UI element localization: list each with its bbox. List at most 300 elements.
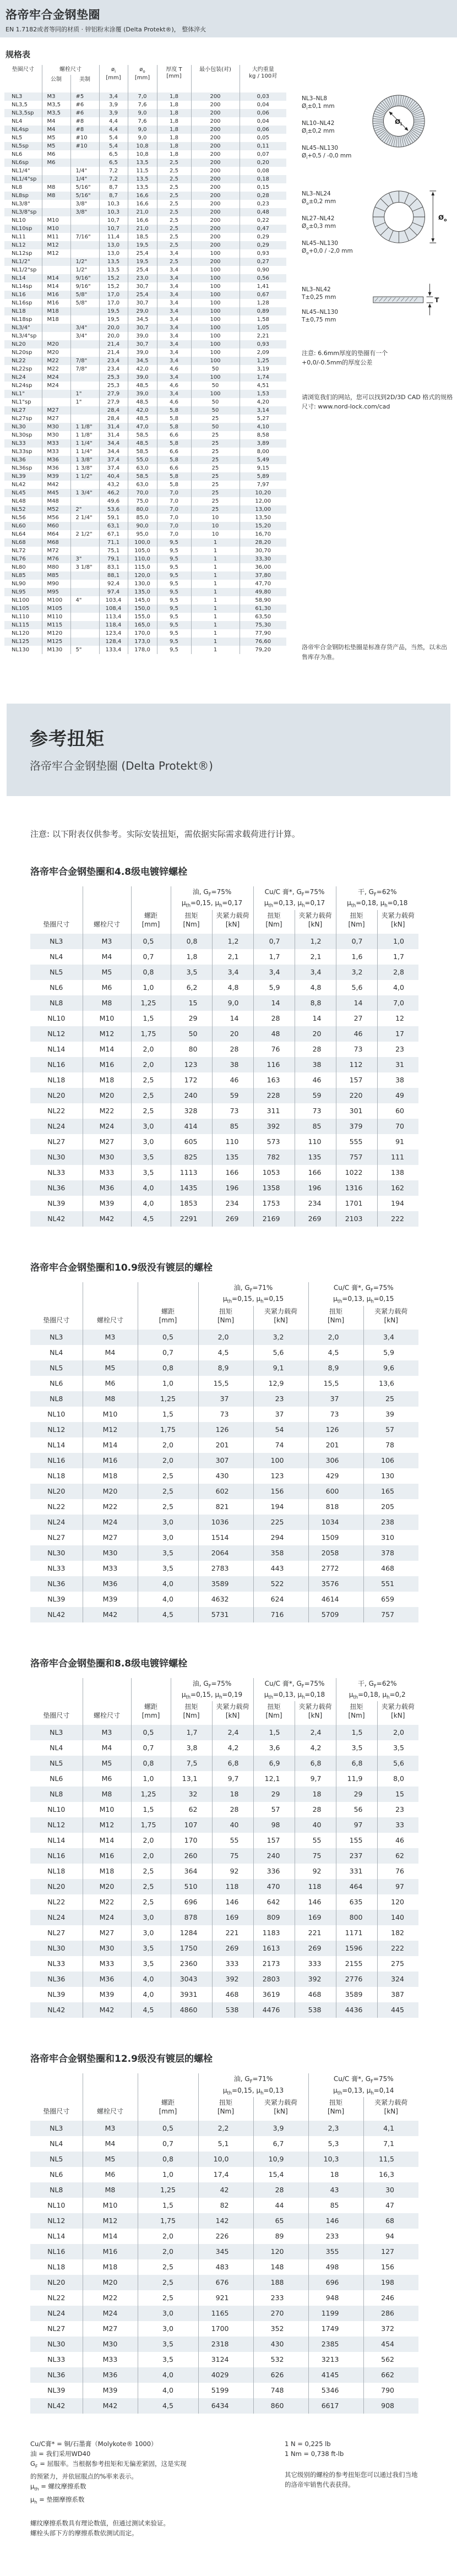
torque-section-4 (0, 2051, 457, 2414)
footnote-line: 螺栓头部下方的摩擦系数依测试而定。 (30, 2529, 138, 2537)
torque-cell: 2169 (253, 1211, 295, 1227)
torque-cell: 8,9 (198, 1360, 253, 1376)
washer-cam-diagram (369, 187, 451, 247)
torque-cell: 1853 (171, 1196, 212, 1211)
spec-cell: 9,5 (157, 604, 191, 613)
spec-cell: 5/16" (70, 192, 99, 200)
spec-cell: 3" (70, 555, 99, 563)
torque-cell: 3619 (253, 1987, 295, 2002)
torque-cell: 352 (253, 2321, 308, 2337)
torque-row (30, 1802, 418, 1817)
torque-row (30, 1345, 418, 1360)
spec-cell: 7,6 (128, 117, 157, 126)
torque-cell: 4,0 (138, 2383, 198, 2398)
col-torque: 扭矩 [Nm] (171, 1701, 212, 1725)
torque-cell: 1165 (198, 2306, 253, 2321)
spec-cell: 3,4 (157, 291, 191, 299)
spec-cell: NL95 (12, 589, 26, 595)
tolerance-pair: NL27–NL42 $Ø_o\pm 0,3$ mm (302, 215, 336, 231)
torque-cell: 696 (171, 1894, 212, 1910)
spec-cell: 0,67 (240, 291, 286, 299)
torque-row (30, 1042, 418, 1057)
spec-row (4, 580, 286, 588)
torque-cell: 17,4 (198, 2167, 253, 2182)
torque-row (30, 1196, 418, 1211)
spec-cell: M56 (42, 514, 70, 522)
torque-row (30, 1941, 418, 1956)
torque-cell: 15 (377, 1787, 418, 1802)
torque-cell: 73 (295, 1103, 336, 1119)
torque-cell: 3,5 (138, 2352, 198, 2367)
torque-cell: 44 (253, 2198, 308, 2213)
torque-cell: 55 (295, 1833, 336, 1848)
torque-cell: 135 (295, 1150, 336, 1165)
torque-cell: 11,5 (363, 2152, 418, 2167)
torque-row (30, 1771, 418, 1787)
torque-cell: 29 (253, 1787, 295, 1802)
torque-cell: 194 (377, 1196, 418, 1211)
spec-cell: M3 (42, 92, 70, 101)
spec-cell: NL18sp (12, 317, 32, 323)
spec-cell (42, 390, 70, 398)
torque-cell: NL14 (47, 1836, 66, 1845)
spec-cell: 200 (191, 117, 240, 126)
spec-cell: 39,0 (128, 373, 157, 382)
spec-cell (70, 629, 99, 638)
torque-cell: 522 (253, 1576, 308, 1592)
spec-cell: #10 (70, 142, 99, 150)
spec-cell: 1,8 (157, 117, 191, 126)
torque-cell: 38 (377, 1072, 418, 1088)
spec-cell: 0,48 (240, 208, 286, 216)
torque-cell: 75 (295, 1848, 336, 1864)
spec-cell: 3,4 (157, 282, 191, 291)
torque-cell: 3,2 (336, 965, 377, 980)
spec-cell: 21,0 (128, 225, 157, 233)
spec-cell: 0,93 (240, 340, 286, 348)
spec-cell: 4,4 (99, 117, 128, 126)
torque-cell: 2,5 (138, 1484, 198, 1499)
torque-cell: M12 (83, 2213, 138, 2229)
footnote-line: Cu/C膏* = 铜/石墨膏（Molykote® 1000） (30, 2440, 157, 2448)
torque-cell: 3,9 (253, 2121, 308, 2136)
torque-cell: 4,5 (198, 1345, 253, 1360)
inner-diameter-dim-label: $Ø_i$ (395, 117, 402, 127)
torque-cell: NL27 (47, 1533, 66, 1542)
spec-cell: M16 (42, 299, 70, 307)
torque-cell: M16 (83, 1848, 131, 1864)
spec-cell: 8,58 (240, 431, 286, 439)
torque-banner-title: 参考扭矩 (30, 728, 105, 749)
torque-cell: 10,3 (308, 2152, 363, 2167)
spec-cell: 103,4 (99, 596, 128, 604)
torque-table-title: 洛帝牢合金钢垫圈和8.8级电镀锌螺栓 (30, 1658, 188, 1669)
spec-row (4, 357, 286, 365)
torque-cell: NL33 (47, 1168, 66, 1177)
spec-cell: 3,4 (157, 299, 191, 307)
spec-cell: 48,5 (128, 415, 157, 423)
torque-row (30, 2213, 418, 2229)
torque-cell: 9,7 (212, 1771, 253, 1787)
condition-group-header: 油, $G_F=71\%$ $\mu_{th}=0,15$, $\mu_h=0,13$ (198, 2073, 308, 2097)
spec-cell: 135,0 (128, 588, 157, 596)
torque-cell: 2,5 (138, 2275, 198, 2290)
torque-cell: 538 (295, 2002, 336, 2018)
torque-cell: 1284 (171, 1925, 212, 1941)
spec-cell: 5,89 (240, 472, 286, 481)
torque-row (30, 1740, 418, 1756)
spec-cell: 120,0 (128, 571, 157, 580)
torque-section-2 (0, 1260, 457, 1622)
torque-cell: 1509 (308, 1530, 363, 1545)
torque-cell: 3,4 (363, 1330, 418, 1345)
spec-cell: 30,7 (128, 299, 157, 307)
spec-cell: 30,7 (128, 282, 157, 291)
spec-cell: 6,5 (99, 159, 128, 167)
spec-cell: 130,0 (128, 580, 157, 588)
torque-cell: 4,5 (131, 2002, 171, 2018)
footnote-block (30, 2439, 273, 2507)
torque-cell: M12 (83, 1422, 138, 1437)
torque-cell: 37 (308, 1391, 363, 1407)
torque-cell: 2,0 (131, 1057, 171, 1072)
torque-cell: 3931 (171, 1987, 212, 2002)
spec-cell: M27 (42, 406, 70, 415)
spec-cell: M52 (42, 505, 70, 514)
spec-cell: 3,4 (157, 274, 191, 282)
spec-cell: 83,1 (99, 563, 128, 571)
spec-cell: 50 (191, 398, 240, 406)
torque-row (30, 1894, 418, 1910)
cad-note-text: 请浏览我们的网站，您可以找到2D/3D CAD 格式的规格尺寸: (302, 393, 453, 410)
spacer-cell (30, 1282, 83, 1306)
torque-cell: M20 (83, 1484, 138, 1499)
spec-cell: 10,8 (128, 142, 157, 150)
spec-cell: 5,8 (157, 456, 191, 464)
spec-cell (42, 167, 70, 175)
spec-cell: 170,0 (128, 629, 157, 638)
spec-cell: 128,4 (99, 638, 128, 646)
torque-cell: 6434 (198, 2398, 253, 2414)
outer-diameter-tolerances (302, 187, 369, 264)
torque-cell: 4,5 (138, 2398, 198, 2414)
spec-cell (70, 315, 99, 324)
torque-cell: 237 (336, 1848, 377, 1864)
torque-cell: 70 (377, 1119, 418, 1134)
torque-cell: M27 (83, 1925, 131, 1941)
torque-cell: 345 (198, 2244, 253, 2259)
torque-cell: NL6 (50, 2170, 63, 2179)
torque-cell: 23 (377, 1802, 418, 1817)
torque-cell: M16 (83, 2244, 138, 2259)
spec-cell: 200 (191, 150, 240, 159)
spec-cell: 4,20 (240, 398, 286, 406)
spec-cell: NL3/4" (12, 325, 30, 331)
torque-cell: 1034 (308, 1515, 363, 1530)
spec-cell: 13,5 (128, 183, 157, 192)
spec-cell (70, 307, 99, 315)
spec-row (4, 530, 286, 538)
spec-cell: 2,5 (157, 208, 191, 216)
torque-cell: 3,4 (253, 965, 295, 980)
spec-cell: NL105 (12, 606, 30, 612)
spec-cell: 10,8 (128, 150, 157, 159)
torque-cell: 14 (253, 995, 295, 1011)
spec-row (4, 621, 286, 629)
torque-cell: 4,0 (138, 1592, 198, 1607)
torque-cell: NL39 (47, 1594, 66, 1603)
torque-table-body (30, 2121, 418, 2414)
col-bolt-size: 螺栓尺寸 (83, 1306, 138, 1330)
inner-diameter-tolerances (302, 91, 369, 169)
spec-cell: NL85 (12, 573, 26, 579)
spec-cell: 200 (191, 183, 240, 192)
spec-cell: 28,20 (240, 538, 286, 547)
spec-cell: 200 (191, 208, 240, 216)
spec-row (4, 101, 286, 109)
spec-cell: 1,25 (240, 357, 286, 365)
spec-cell: M20 (42, 340, 70, 348)
torque-row (30, 1576, 418, 1592)
spec-cell: 1/2" (70, 258, 99, 266)
torque-cell: 3,5 (131, 1165, 171, 1180)
torque-row (30, 980, 418, 995)
torque-row (30, 1499, 418, 1515)
cad-note (302, 393, 455, 411)
spec-cell: 200 (191, 134, 240, 142)
torque-cell: 9,6 (363, 1360, 418, 1376)
torque-cell: M14 (83, 1437, 138, 1453)
col-clamp-load: 夹紧力载荷 [kN] (295, 910, 336, 934)
page-title: 洛帝牢合金钢垫圈 (6, 8, 100, 21)
spec-cell: 100 (191, 299, 240, 307)
spec-row (4, 150, 286, 159)
spec-cell: 49,6 (99, 497, 128, 505)
spec-cell: NL3/8" (12, 201, 30, 207)
spec-cell: M4 (42, 126, 70, 134)
torque-cell: 0,7 (131, 949, 171, 965)
torque-cell: 1,0 (131, 1771, 171, 1787)
torque-cell: 169 (295, 1910, 336, 1925)
condition-group-header: 油, $G_F=75\%$ $\mu_{th}=0,15$, $\mu_h=0,17$ (171, 886, 253, 910)
torque-cell: 757 (336, 1150, 377, 1165)
spacer-cell (83, 2073, 138, 2097)
torque-cell: 40 (295, 1817, 336, 1833)
spec-row (4, 183, 286, 192)
torque-cell: 286 (363, 2306, 418, 2321)
torque-cell: M30 (83, 1150, 131, 1165)
torque-cell: 156 (253, 1484, 308, 1499)
torque-cell: 5709 (308, 1607, 363, 1622)
torque-cell: M24 (83, 1119, 131, 1134)
torque-cell: 18 (308, 2167, 363, 2182)
torque-row (30, 1468, 418, 1484)
spec-cell: 9,5 (157, 629, 191, 638)
torque-row (30, 1592, 418, 1607)
torque-cell: 73 (308, 1407, 363, 1422)
spec-cell: 5,8 (157, 415, 191, 423)
spec-cell: 47,0 (128, 423, 157, 431)
torque-cell: 165 (363, 1484, 418, 1499)
torque-row (30, 1134, 418, 1150)
torque-cell: 47 (363, 2198, 418, 2213)
spec-cell: 5/8" (70, 291, 99, 299)
torque-cell: 162 (377, 1180, 418, 1196)
spec-row (4, 472, 286, 481)
washer-serration-diagram (369, 91, 428, 151)
spec-col-washer: 垫圈尺寸 (12, 67, 34, 73)
torque-cell: 1036 (198, 1515, 253, 1530)
spec-cell: #5 (70, 92, 99, 101)
torque-cell: 2,5 (131, 1894, 171, 1910)
spec-cell: 18,5 (128, 233, 157, 241)
torque-cell: 2173 (253, 1956, 295, 1972)
torque-cell: 269 (212, 1941, 253, 1956)
torque-cell: 4145 (308, 2367, 363, 2383)
torque-cell: 30 (363, 2182, 418, 2198)
spec-cell: 31,4 (99, 431, 128, 439)
spec-cell: 7,2 (99, 175, 128, 183)
torque-cell: 14 (212, 1011, 253, 1026)
torque-cell: 4,2 (295, 1740, 336, 1756)
torque-cell: 4860 (171, 2002, 212, 2018)
torque-row (30, 1972, 418, 1987)
torque-cell: 443 (253, 1561, 308, 1576)
torque-cell: 2,4 (295, 1725, 336, 1740)
torque-cell: 429 (308, 1468, 363, 1484)
spec-cell: 1 1/2" (70, 472, 99, 481)
torque-cell: NL8 (50, 1394, 63, 1403)
torque-cell: 1,2 (295, 934, 336, 949)
torque-cell: 116 (253, 1057, 295, 1072)
spec-cell: NL80 (12, 564, 26, 570)
torque-table-header (30, 2073, 418, 2121)
torque-cell: 624 (253, 1592, 308, 1607)
torque-cell: 3,8 (171, 1740, 212, 1756)
torque-cell: 106 (363, 1453, 418, 1468)
spec-cell: NL1" (12, 391, 25, 397)
spec-cell: NL20 (12, 341, 26, 347)
inner-diameter-tolerance-block (302, 91, 455, 169)
torque-cell: M42 (83, 2002, 131, 2018)
spec-cell: NL39 (12, 473, 26, 480)
torque-cell: 48 (253, 1026, 295, 1042)
torque-row (30, 1011, 418, 1026)
torque-cell: 59 (212, 1088, 253, 1103)
torque-cell: 4,5 (138, 1607, 198, 1622)
torque-row (30, 2198, 418, 2213)
spec-cell: 0,04 (240, 101, 286, 109)
torque-cell: 15 (171, 995, 212, 1011)
spec-cell: 33,30 (240, 555, 286, 563)
torque-cell: NL8 (50, 998, 63, 1007)
torque-cell: M8 (83, 1787, 131, 1802)
spec-row (4, 456, 286, 464)
torque-cell: 123 (171, 1057, 212, 1072)
cad-url[interactable]: www.nord-lock.com/cad (318, 402, 390, 410)
torque-cell: 510 (171, 1879, 212, 1894)
spec-cell: 13,0 (99, 249, 128, 258)
spec-cell: #10 (70, 134, 99, 142)
torque-cell: 4,8 (212, 980, 253, 995)
footnote-line: 其它级别的螺栓的参考扭矩您可以通过我们当地 (285, 2471, 418, 2479)
spec-cell: 1,53 (240, 390, 286, 398)
torque-cell: 57 (253, 1802, 295, 1817)
torque-cell: 1199 (308, 2306, 363, 2321)
torque-cell: 37 (253, 1407, 308, 1422)
thickness-tolerances (302, 282, 369, 331)
torque-table-title: 洛帝牢合金钢垫圈和12.9级没有镀层的螺栓 (30, 2054, 213, 2065)
torque-cell: M8 (83, 1391, 138, 1407)
torque-row (30, 1437, 418, 1453)
spec-cell: NL1/4"sp (12, 176, 37, 182)
torque-cell: 0,8 (131, 1756, 171, 1771)
condition-group-header: Cu/C 膏*, $G_F=75\%$ $\mu_{th}=0,13$, $\mu_h=0,18$ (253, 1678, 336, 1702)
spec-cell: 2,5 (157, 167, 191, 175)
spec-cell: 9,5 (157, 621, 191, 629)
torque-cell: 562 (363, 2352, 418, 2367)
spec-cell: NL16sp (12, 300, 32, 306)
spec-cell (70, 571, 99, 580)
spec-cell: 9,5 (157, 563, 191, 571)
spec-cell: 200 (191, 92, 240, 101)
torque-cell: 1,5 (138, 1407, 198, 1422)
spec-cell: 1 (191, 555, 240, 563)
spec-cell: NL3,5sp (12, 110, 34, 116)
spec-cell: 47,70 (240, 580, 286, 588)
torque-cell: M12 (83, 1026, 131, 1042)
spec-cell: 11,5 (128, 167, 157, 175)
torque-cell: NL3 (50, 936, 63, 945)
torque-cell: NL33 (47, 1564, 66, 1572)
torque-row (30, 2275, 418, 2290)
col-washer-size: 垫圈尺寸 (43, 1316, 70, 1324)
col-pitch: 螺距 [mm] (131, 1701, 171, 1725)
tolerance-pair: NL45–NL130 $Ø_o+0,0 / -2,0$ mm (302, 240, 353, 256)
spec-cell: M11 (42, 233, 70, 241)
spec-cell: 1,05 (240, 324, 286, 332)
spec-cell: NL22sp (12, 366, 32, 372)
torque-row (30, 1453, 418, 1468)
torque-cell: 3,5 (171, 965, 212, 980)
spec-cell: NL110 (12, 614, 30, 620)
condition-group-header: 油, $G_F=75\%$ $\mu_{th}=0,15$, $\mu_h=0,19$ (171, 1678, 253, 1702)
torque-cell: 226 (198, 2229, 253, 2244)
torque-cell: 821 (198, 1499, 253, 1515)
torque-cell: M4 (83, 1740, 131, 1756)
torque-cell: 140 (377, 1910, 418, 1925)
torque-cell: M39 (83, 2383, 138, 2398)
spec-cell: 42,0 (128, 406, 157, 415)
spec-cell: M100 (42, 596, 70, 604)
spec-cell: M120 (42, 629, 70, 638)
spec-cell: M72 (42, 547, 70, 555)
spec-cell: 59,1 (99, 514, 128, 522)
spec-cell: 13,50 (240, 514, 286, 522)
torque-cell: 12,1 (253, 1771, 295, 1787)
torque-cell: 221 (295, 1925, 336, 1941)
spec-cell (70, 216, 99, 225)
spec-cell: 150,0 (128, 604, 157, 613)
torque-row (30, 2136, 418, 2152)
torque-cell: 948 (308, 2290, 363, 2306)
spec-cell: 7/8" (70, 357, 99, 365)
spec-row (4, 324, 286, 332)
spec-cell: 100 (191, 390, 240, 398)
spec-row (4, 382, 286, 390)
torque-row (30, 1987, 418, 2002)
spec-cell: 1 (191, 563, 240, 571)
